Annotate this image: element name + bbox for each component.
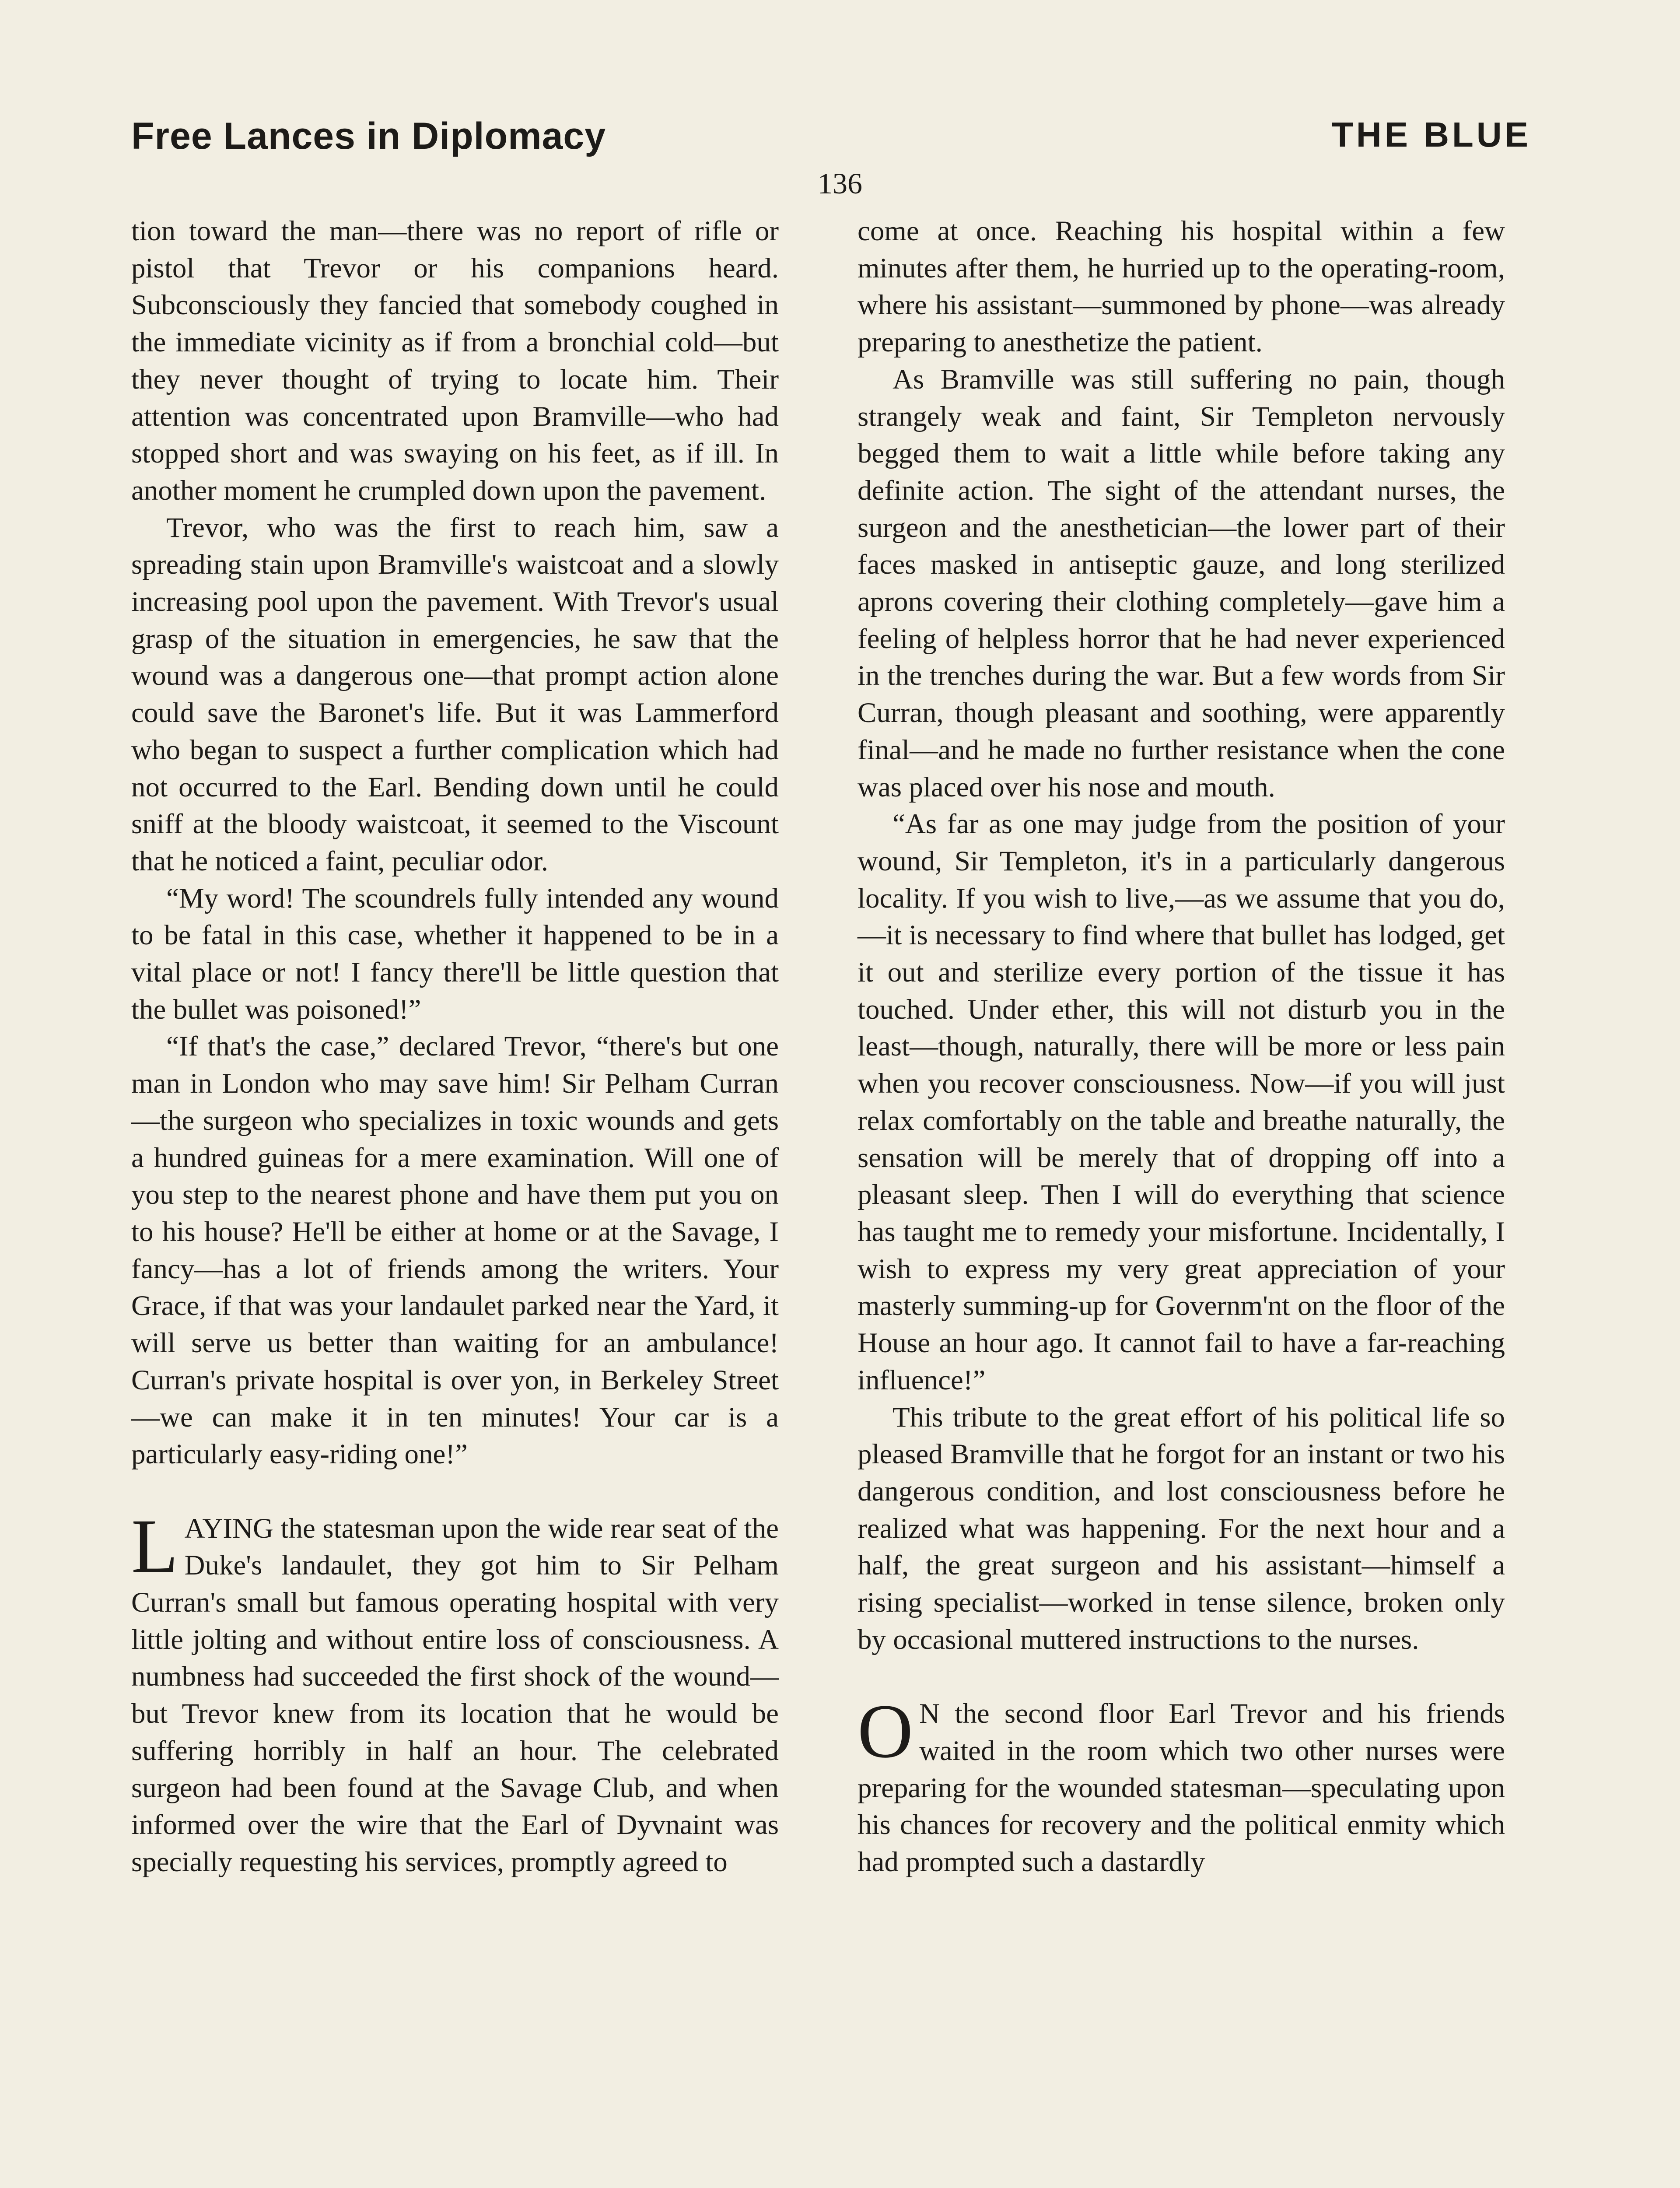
running-title-right: THE BLUE [1332,115,1531,154]
paragraph: tion toward the man—there was no report of rifle or pistol that Trevor or his companions heard. Subconsciously they fancied that somebody coughed in the immediate vicinity as if from a bronchial cold—but they never thought of trying to locate him. Their attention was concentrated upon Bramville—who had stopped short and was swaying on his feet, as if ill. In another moment he crumpled down upon the pavement. [131,215,779,506]
paragraph-text: AYING the statesman upon the wide rear seat of the Duke's landaulet, they got him to Sir Pelham Curran's small but famous operating hospital with very little jolting and without entire loss of consciousness. A numbness had succeeded the first shock of the wound—but Trevor knew from its location that he would be suffering horribly in half an hour. The celebrated surgeon had been found at the Savage Club, and when informed over the wire that the Earl of Dyvnaint was specially requesting his services, promptly agreed to [131,1512,779,1878]
paragraph: As Bramville was still suffering no pain, though strangely weak and faint, Sir Templeton nervously begged them to wait a little while before taking any definite action. The sight of the attendant nurses, the surgeon and the anesthetician—the lower part of their faces masked in antiseptic gauze, and long sterilized aprons covering their clothing completely—gave him a feeling of helpless horror that he had never experienced in the trenches during the war. But a few words from Sir Curran, though pleasant and soothing, were apparently final—and he made no further resistance when the cone was placed over his nose and mouth. [858,363,1505,803]
paragraph: come at once. Reaching his hospital within a few minutes after them, he hurried up to the operating-room, where his assistant—summoned by phone—was already preparing to anesthetize the patient. [858,215,1505,358]
page-number: 136 [818,167,862,200]
paragraph: Trevor, who was the first to reach him, saw a spreading stain upon Bramville's waistcoat and a slowly increasing pool upon the pavement. With Trevor's usual grasp of the situation in emergencies, he saw that the wound was a dangerous one—that prompt action alone could save the Baronet's life. But it was Lammerford who began to suspect a further complication which had not occurred to the Earl. Bending down until he could sniff at the bloody waistcoat, it seemed to the Viscount that he noticed a faint, peculiar odor. [131,512,779,877]
paragraph: “My word! The scoundrels fully intended any wound to be fatal in this case, whether it happened to be in a vital place or not! I fancy there'll be little question that the bullet was poisoned!” [131,882,779,1025]
paragraph: “If that's the case,” declared Trevor, “there's but one man in London who may save him! Sir Pelham Curran—the surgeon who specializes in toxic wounds and gets a hundred guineas for a mere examination. Will one of you step to the nearest phone and have them put you on to his house? He'll be either at home or at the Savage, I fancy—has a lot of friends among the writers. Your Grace, if that was your landaulet parked near the Yard, it will serve us better than waiting for an ambulance! Curran's private hospital is over yon, in Berkeley Street—we can make it in ten minutes! Your car is a particularly easy-riding one!” [131,1031,779,1470]
left-column [131,213,779,1881]
paragraph: This tribute to the great effort of his political life so pleased Bramville that he forgot for an instant or two his dangerous condition, and lost consciousness before he realized what was happening. For the next hour and a half, the great surgeon and his assistant—himself a rising specialist—worked in tense silence, broken only by occasional muttered instructions to the nurses. [858,1401,1505,1655]
paragraph-text: N the second floor Earl Trevor and his friends waited in the room which two other nurses were preparing for the wounded statesman—speculating upon his chances for recovery and the political enmity which had prompted such a dastardly [858,1698,1505,1878]
right-column [858,213,1505,1881]
running-title-left: Free Lances in Diplomacy [131,115,606,157]
paragraph: “As far as one may judge from the position of your wound, Sir Templeton, it's in a particularly dangerous locality. If you wish to live,—as we assume that you do,—it is necessary to find where that bullet has lodged, get it out and sterilize every portion of the tissue it has touched. Under ether, this will not disturb you in the least—though, naturally, there will be more or less pain when you recover consciousness. Now—if you will just relax comfortably on the table and breathe naturally, the sensation will be merely that of dropping off into a pleasant sleep. Then I will do everything that science has taught me to remedy your misfortune. Incidentally, I wish to express my very great appreciation of your masterly summing-up for Governm'nt on the floor of the House an hour ago. It cannot fail to have a far-reaching influence!” [858,808,1505,1396]
section-paragraph [131,1503,779,1881]
drop-cap: O [858,1689,914,1774]
section-paragraph [858,1689,1505,1881]
drop-cap: L [131,1503,178,1589]
